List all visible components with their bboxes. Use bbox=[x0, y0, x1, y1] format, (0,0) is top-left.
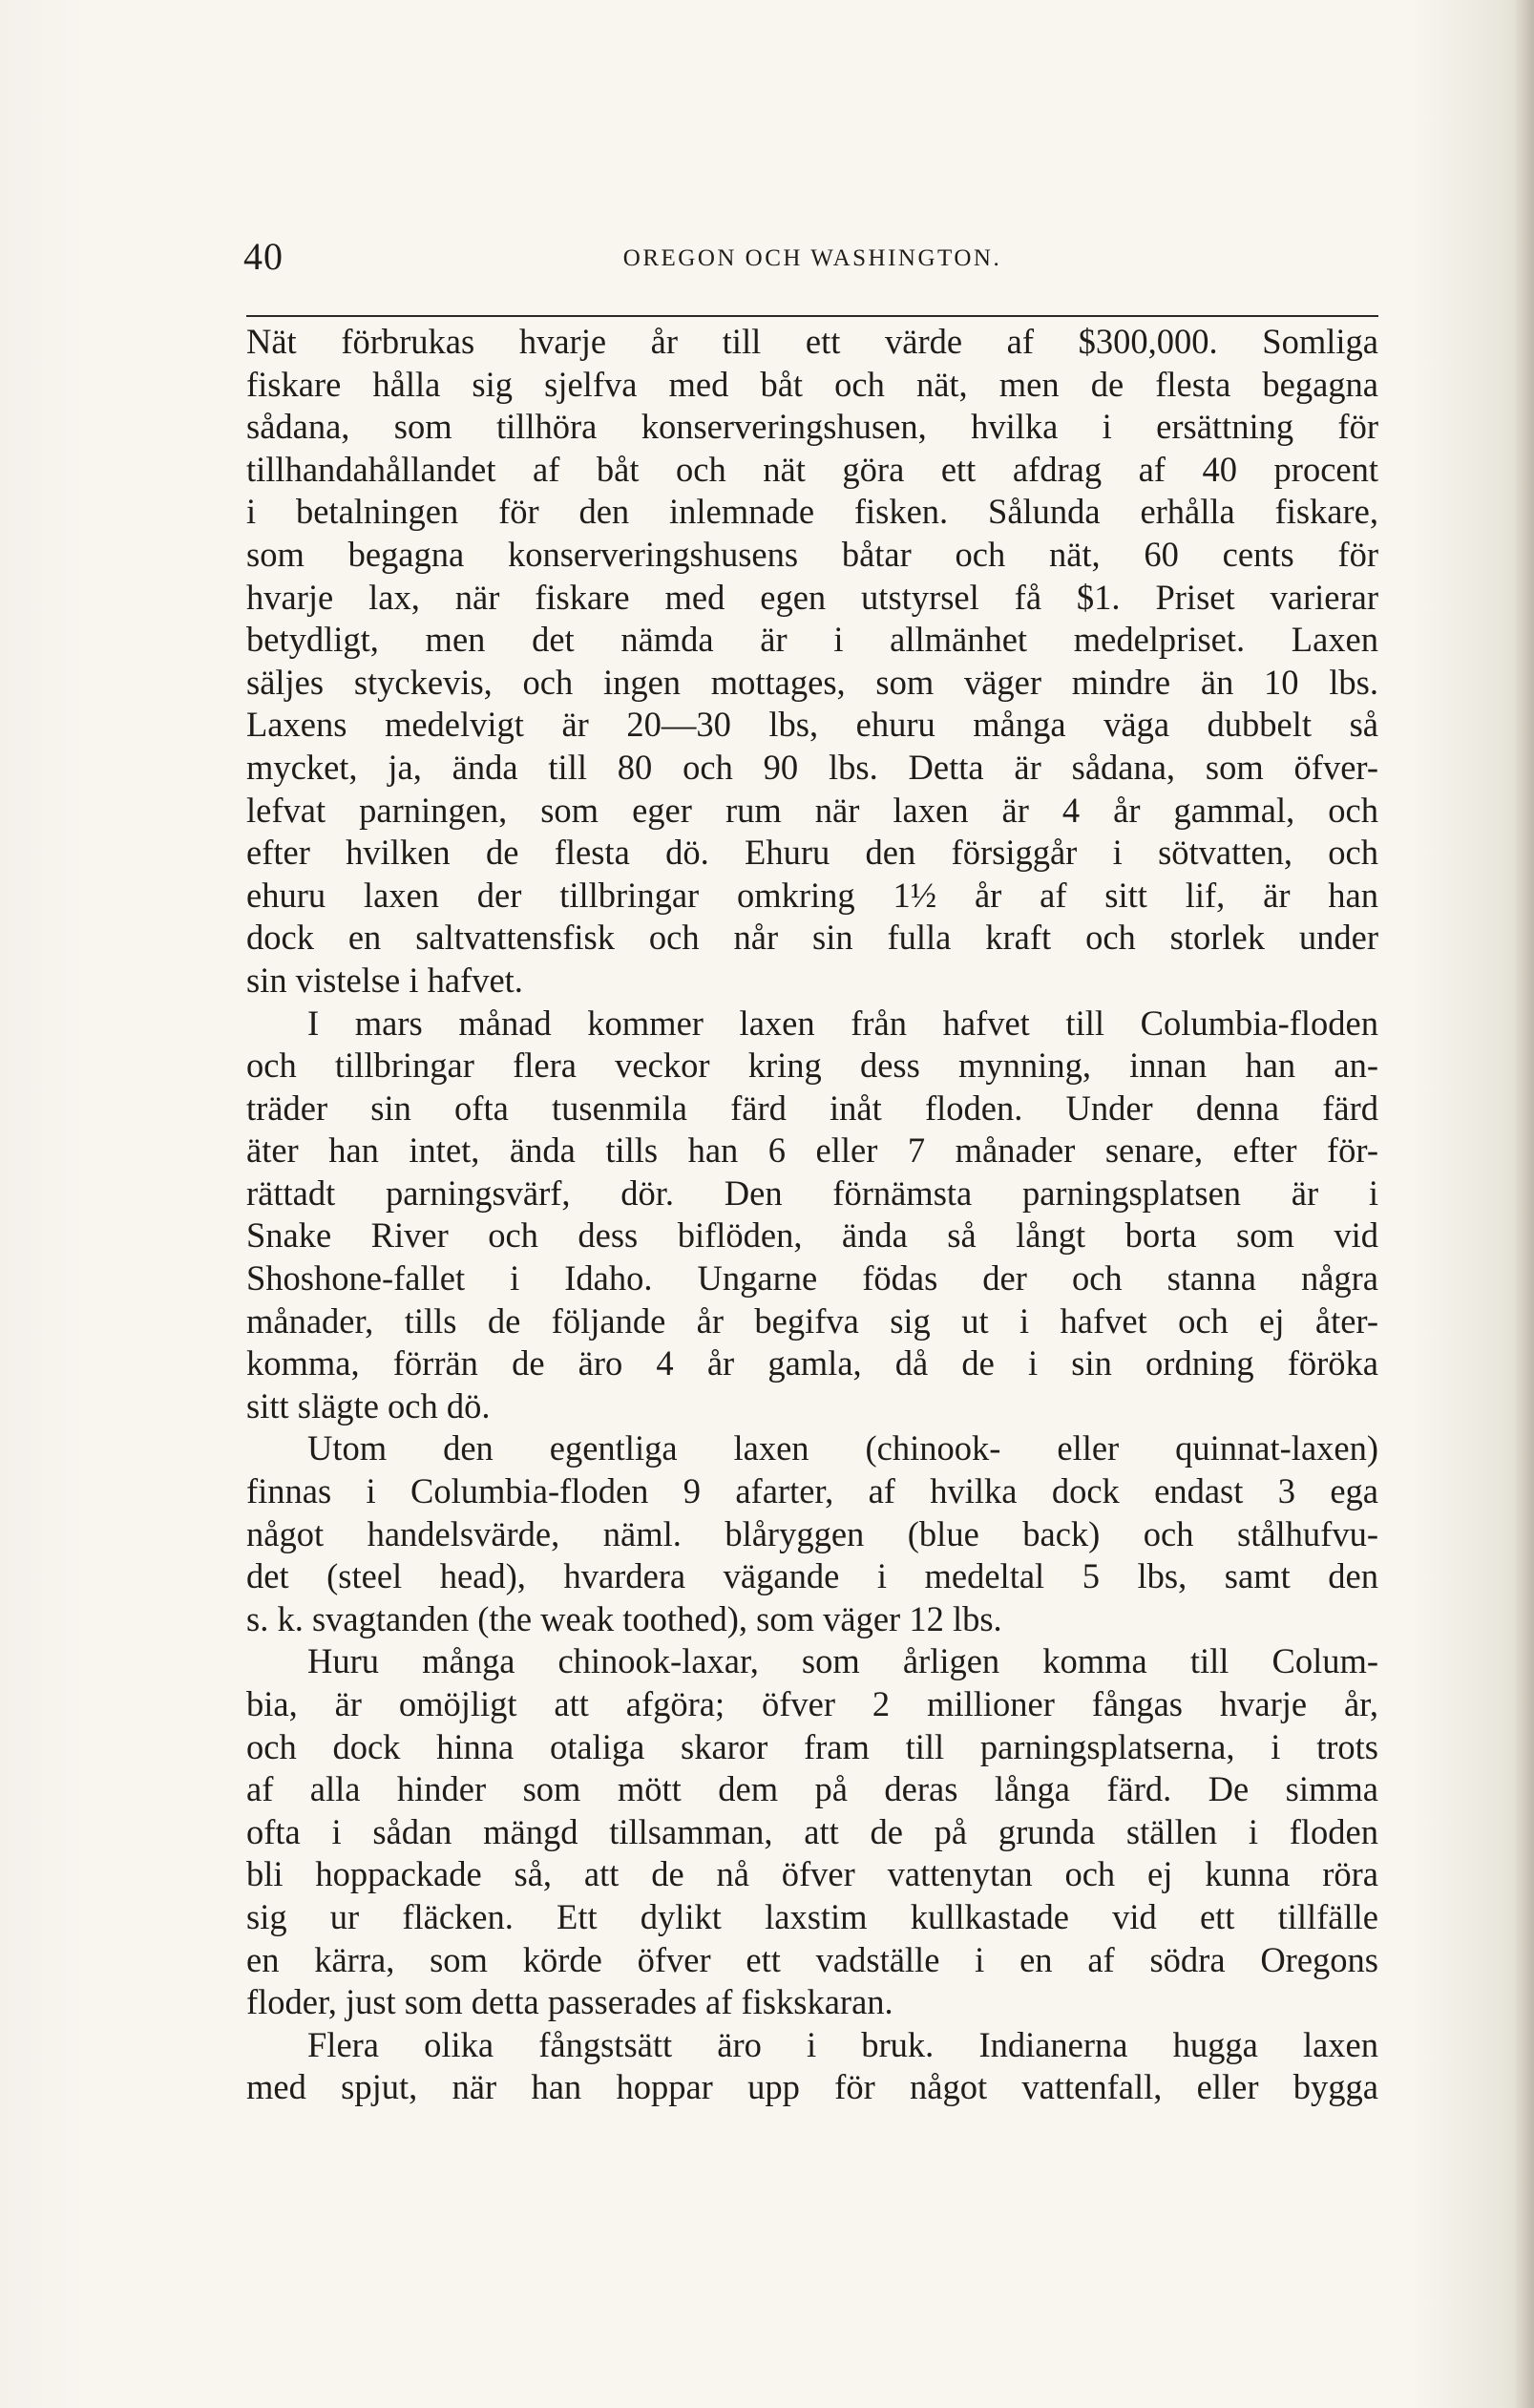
text-line: lefvat parningen, som eger rum när laxen är 4 år gammal, och bbox=[246, 790, 1378, 830]
text-line: hvarje lax, när fiskare med egen utstyrsel få $1. Priset varierar bbox=[246, 577, 1378, 617]
text-line: Huru många chinook-laxar, som årligen komma till Colum- bbox=[307, 1641, 1378, 1681]
text-line: träder sin ofta tusenmila färd inåt floden. Under denna färd bbox=[246, 1088, 1378, 1128]
text-line: med spjut, när han hoppar upp för något vattenfall, eller bygga bbox=[246, 2067, 1378, 2107]
text-line: I mars månad kommer laxen från hafvet till Columbia-floden bbox=[307, 1003, 1378, 1043]
running-title: OREGON OCH WASHINGTON. bbox=[622, 245, 1002, 271]
header-rule bbox=[246, 315, 1378, 317]
text-line: mycket, ja, ända till 80 och 90 lbs. Detta är sådana, som öfver- bbox=[246, 747, 1378, 787]
text-line: något handelsvärde, näml. blåryggen (blue back) och stålhufvu- bbox=[246, 1513, 1378, 1553]
page-edge bbox=[1513, 0, 1534, 2408]
text-line: äter han intet, ända tills han 6 eller 7 månader senare, efter för- bbox=[246, 1130, 1378, 1171]
text-line: tillhandahållandet af båt och nät göra ett afdrag af 40 procent bbox=[246, 449, 1378, 489]
text-line: ehuru laxen der tillbringar omkring 1½ år af sitt lif, är han bbox=[246, 875, 1378, 915]
text-line: floder, just som detta passerades af fiskskaran. bbox=[246, 1982, 893, 2022]
body-text bbox=[246, 321, 1378, 2109]
text-line: bia, är omöjligt att afgöra; öfver 2 millioner fångas hvarje år, bbox=[246, 1684, 1378, 1723]
text-line: ofta i sådan mängd tillsamman, att de på grunda ställen i floden bbox=[246, 1811, 1378, 1851]
page-header bbox=[243, 235, 1381, 283]
text-line: dock en saltvattensfisk och når sin fulla kraft och storlek under bbox=[246, 918, 1378, 958]
text-line: sin vistelse i hafvet. bbox=[246, 960, 523, 1000]
text-line: komma, förrän de äro 4 år gamla, då de i sin ordning föröka bbox=[246, 1343, 1378, 1384]
page-number: 40 bbox=[243, 235, 284, 278]
text-line: Flera olika fångstsätt äro i bruk. Indianerna hugga laxen bbox=[307, 2024, 1378, 2064]
text-line: sitt slägte och dö. bbox=[246, 1385, 491, 1426]
text-line: finnas i Columbia-floden 9 afarter, af hvilka dock endast 3 ega bbox=[246, 1471, 1378, 1511]
text-line: efter hvilken de flesta dö. Ehuru den försiggår i sötvatten, och bbox=[246, 833, 1378, 873]
text-line: fiskare hålla sig sjelfva med båt och nät, men de flesta begagna bbox=[246, 364, 1378, 404]
text-line: sådana, som tillhöra konserveringshusen, hvilka i ersättning för bbox=[246, 407, 1378, 447]
text-line: Laxens medelvigt är 20—30 lbs, ehuru många väga dubbelt så bbox=[246, 705, 1378, 745]
text-line: det (steel head), hvardera vägande i medeltal 5 lbs, samt den bbox=[246, 1556, 1378, 1596]
text-line: en kärra, som körde öfver ett vadställe i en af södra Oregons bbox=[246, 1939, 1378, 1979]
text-line: säljes styckevis, och ingen mottages, som väger mindre än 10 lbs. bbox=[246, 662, 1378, 702]
text-line: i betalningen för den inlemnade fisken. Sålunda erhålla fiskare, bbox=[246, 492, 1378, 532]
text-line: och tillbringar flera veckor kring dess mynning, innan han an- bbox=[246, 1046, 1378, 1086]
text-line: Nät förbrukas hvarje år till ett värde af $300,000. Somliga bbox=[246, 322, 1378, 361]
text-line: sig ur fläcken. Ett dylikt laxstim kullkastade vid ett tillfälle bbox=[246, 1896, 1378, 1936]
text-line: betydligt, men det nämda är i allmänhet medelpriset. Laxen bbox=[246, 620, 1378, 660]
text-line: rättadt parningsvärf, dör. Den förnämsta parningsplatsen är i bbox=[246, 1172, 1378, 1213]
text-line: månader, tills de följande år begifva sig ut i hafvet och ej åter- bbox=[246, 1300, 1378, 1341]
text-line: och dock hinna otaliga skaror fram till parningsplatserna, i trots bbox=[246, 1726, 1378, 1766]
text-line: bli hoppackade så, att de nå öfver vattenytan och ej kunna röra bbox=[246, 1854, 1378, 1894]
text-line: som begagna konserveringshusens båtar och nät, 60 cents för bbox=[246, 534, 1378, 574]
text-line: Utom den egentliga laxen (chinook- eller quinnat-laxen) bbox=[307, 1428, 1378, 1468]
text-line: Shoshone-fallet i Idaho. Ungarne födas der och stanna några bbox=[246, 1258, 1378, 1299]
text-line: Snake River och dess biflöden, ända så långt borta som vid bbox=[246, 1215, 1378, 1256]
text-line: s. k. svagtanden (the weak toothed), som väger 12 lbs. bbox=[246, 1598, 1002, 1638]
text-line: af alla hinder som mött dem på deras långa färd. De simma bbox=[246, 1769, 1378, 1809]
